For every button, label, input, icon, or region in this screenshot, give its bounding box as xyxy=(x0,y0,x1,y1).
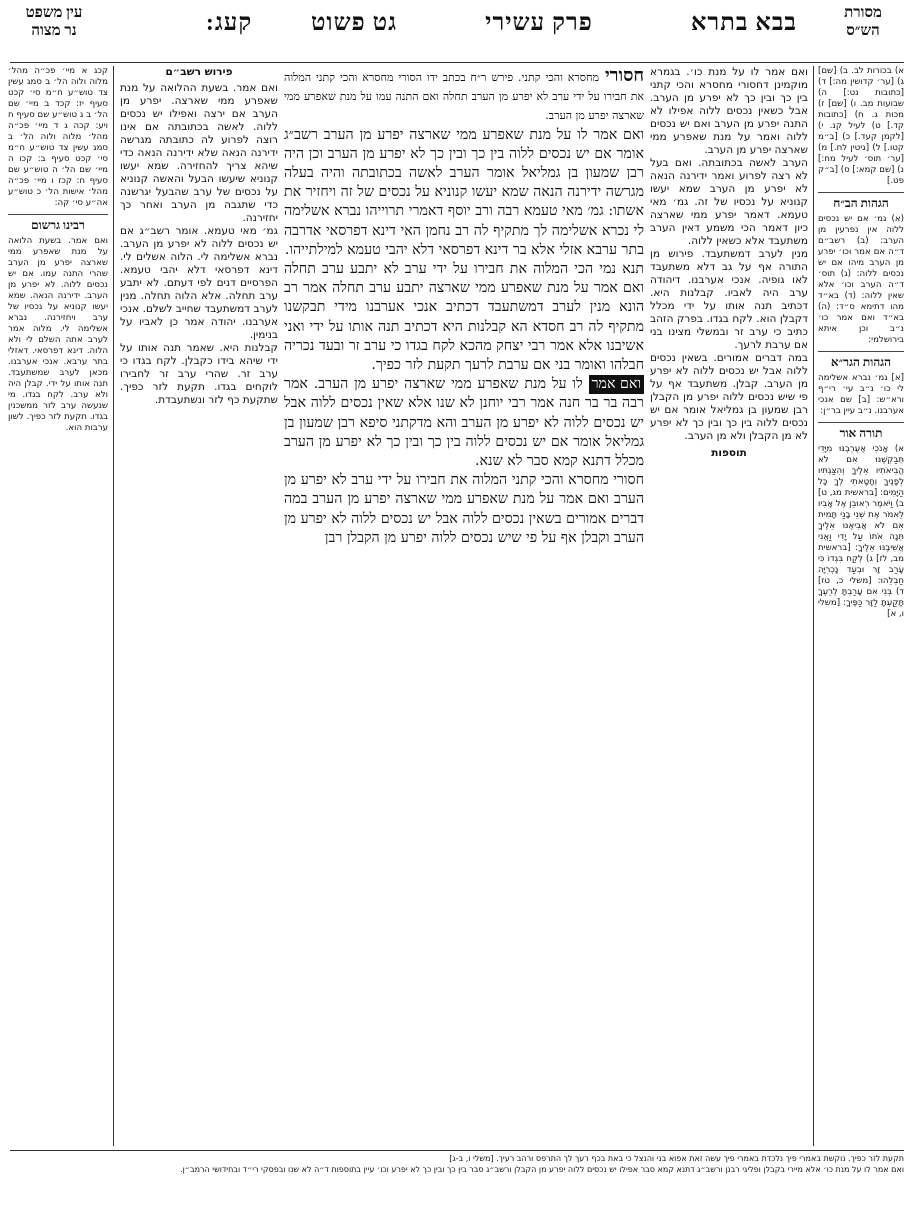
masoret-label: מסורת xyxy=(844,5,882,21)
gemara-lead-word: חסורי xyxy=(604,66,644,86)
tosafot-para: ואם אמר לו על מנת כו׳. בגמרא מוקמינן דחסורי מחסרא והכי קתני בין כך ובין כך לא יפרע מן הערב. אבל כשאין נכסים ללוה אפילו לא התנה יפרע מן הערב ואם יש נכסים ללוה ואמר על מנת שאפרע ממי שארצה יפרע מן הערב. xyxy=(650,66,808,156)
hashas-label: הש״ס xyxy=(846,23,880,39)
masoret-notes-column xyxy=(818,66,904,1146)
ein-mishpat-header xyxy=(4,4,104,60)
gemara-paragraph: חסורי מחסרא והכי קתני המלוה את חבירו על ידי ערב לא יפרע מן הערב ואם אמר על מנת שאפרע ממי שארצה יפרע מן הערב במה דברים אמורים בשאין נכסים ללוה אבל יש נכסים ללוה לא יפרע מן הערב וקבלן אף על פי שיש נכסים ללוה יפרע מן הקבלן רבן xyxy=(284,472,644,546)
ein-mishpat-column xyxy=(8,66,108,1146)
tosafot-para: מנין לערב דמשתעבד. פירוש מן התורה אף על גב דלא משתעבד לאו גופיה. אנכי אערבנו. דיהודה ערב היה לאביו. קבלנות היא. דכתיב תנה אותו על ידי מכלל דקבלן הוא. לקח בגדו. בפרק הזהב כתיב כי ערב זר ובמשלי מצינו בני אם ערבת לרעך. xyxy=(650,248,808,351)
ein-mishpat-label: עין משפט xyxy=(25,5,83,21)
masoret-references: א) בכורות לב. ב) [שם] ג) [ער׳ קדושין מה:] ד) [כתובות נט:] ה) שבועות מב. ו) [שם] ז) מכות ג. ח) [כתובות קד.] ט) לעיל קנ. י) [לקמן קעד.] כ) [ב״מ קטו.] ל) [גיטין לח.] מ) [ער׳ תוס׳ לעיל מח:] נ) [שם קמא:] ס) [ב״ק פט.] xyxy=(818,66,904,186)
tosafot-column xyxy=(650,66,808,1146)
rashi-para: ואם אמר. בשעת ההלואה על מנת שאפרע ממי שארצה. יפרע מן הערב אם ירצה ואפילו יש נכסים ללוה. לאשה בכתובתה אם אינו רוצה לפרוע לה כתובתה מגרשה ידירנה הנאה שלא ידירנה הנאה כדי שיהא צריך להחזירה. שמא יעשו קנוניא שיעשו הבעל והאשה קנוניא על נכסים של ערב שהבעל יגרשנה כדי שתגבה מן הערב ואחר כך יחזירנה. xyxy=(120,82,278,224)
footer-rule xyxy=(10,1150,904,1151)
rashi-title: פירוש רשב״ם xyxy=(165,66,233,78)
torah-or-title: תורה אור xyxy=(818,422,904,441)
divider-right xyxy=(813,66,814,1146)
boxed-heading: ואם אמר xyxy=(589,375,644,394)
hagahot-habach-text: (א) גמ׳ אם יש נכסים ללוה אין נפרעין מן הערב: (ב) רשב״ם ד״ה אם אמר וכו׳ יפרע מן הערב מיהו אם יש נכסים ללוה: (ג) תוס׳ ד״ה הערב וכו׳ אלא שאין ללוה: (ד) בא״ד מהו דתימא ס״ד: (ה) בא״ד ואם אמר כו׳ נ״ב וכן איתא בירושלמי: xyxy=(818,214,904,345)
rashi-para: גמ׳ מאי טעמא. אומר רשב״ג אם יש נכסים ללוה לא יפרע מן הערב. נברא אשלימה לי. הלוה אשלים לי. דינא דפרסאי דלא יהבי טעמא. הפרסיים דנים לפי דעתם. לא יתבע ערב תחלה. אלא הלוה תחלה. מנין לערב דמשתעבד שחייב לשלם. אנכי אערבנו. יהודה אמר כן לאביו על בנימין. xyxy=(120,225,278,341)
hagahot-hagra-title: הגהות הגר״א xyxy=(818,351,904,370)
gemara-paragraph: ואם אמר לו על מנת שאפרע ממי שארצה יפרע מן הערב רשב״ג אומר אם יש נכסים ללוה בין כך ובין כך לא יפרע מן הערב וכן היה רבן שמעון בן גמליאל אומר הערב לאשה בכתובתה והיה בעלה מגרשה ידירנה הנאה שמא יעשו קנוניא על נכסים של זה ויחזיר את אשתו: גמ׳ מאי טעמא רבה ורב יוסף דאמרי תרוייהו נברא אשלימה לי נכרא אשלימה לך מתקיף לה רב נחמן האי דינא דפרסאי אדרבה בתר ערבא אזלי אלא בר דינא דפרסאי דלא יהבי טעמא למילתייהו. xyxy=(284,126,644,258)
page-number: קעג: xyxy=(205,10,253,36)
rabbeinu-gershom-title: רבינו גרשום xyxy=(8,214,108,233)
tosafot-title: תוספות xyxy=(711,447,747,459)
rashi-para: קבלנות היא. שאמר תנה אותו על ידי שיהא בידו כקבלן. לקח בגדו כי ערב זר. שהרי ערב זר לחבירו לוקחים בגדו. תקעת לזר כפיך. שתקעת כף לזר ונשתעבדת. xyxy=(120,342,278,406)
ein-mishpat-text: קכג א מיי׳ פכ״ה מהל׳ מלוה ולוה הל׳ ב סמג עשין צד טוש״ע ח״מ סי׳ קכט סעיף יז: קכד ב מיי׳ שם הל׳ ב ג טוש״ע שם סעיף ח ויע: קכה ג ד מיי׳ פכ״ה מהל׳ מלוה ולוה הל׳ ב סמג עשין צד טוש״ע ח״מ סי׳ קכט סעיף ב: קכו ה מיי׳ שם הל׳ ה טוש״ע שם סעיף ח: קכז ו מיי׳ פכ״ה מהל׳ אישות הל׳ כ טוש״ע אה״ע סי׳ קה: xyxy=(8,66,108,208)
footer-line: ואם אמר לו על מנת כו׳ אלא מיירי בקבלן ופליגי רבנן ורשב״ג דתנא קמא סבר אפילו יש נכסים ללוה יפרע מן הקבלן ורשב״ג סבר בין כך ובין כך לא יפרע וכו׳ עיין בתוספות ד״ה לא שנו ובפסקי רי״ד ובחידושי הרמב״ן. xyxy=(180,1164,904,1174)
divider-left xyxy=(113,66,114,1146)
gemara-line: מחסרא והכי קתני. פירש ר״ח בכתב ידו הסורי מחסרא והכי קתני המלוה את חבירו על ידי ערב לא יפרע מן הערב תחלה ואם התנה עמו על מנת שאפרע ממי שארצה יפרע מן הערב. xyxy=(284,71,644,123)
ner-mitzvah-label: נר מצוה xyxy=(31,23,77,39)
gemara-paragraph-boxed xyxy=(284,375,644,471)
gemara-paragraph: תנא נמי הכי המלוה את חבירו על ידי ערב לא יתבע ערב תחלה ואם אמר על מנת שאפרע ממי שארצה יתבע ערב תחלה אמר רב הונא מנין לערב דמשתעבד דכתיב אנכי אערבנו מידי תבקשנו מתקיף לה רב חסדא הא קבלנות היא דכתיב תנה אותו על ידי ואני אשיבנו אלא אמר רבי יצחק מהכא לקח בגדו כי ערב זר ובעד נכריה חבלהו ואומר בני אם ערבת לרעך תקעת לזר כפיך. xyxy=(284,261,644,374)
torah-or-text: א) אָנֹכִי אֶעֶרְבֶנּוּ מִיָּדִי תְּבַקְשֶׁנּוּ אִם לֹא הֲבִיאֹתִיו אֵלֶיךָ וְהִצַּגְתִּיו לְפָנֶיךָ וְחָטָאתִי לְךָ כָּל הַיָּמִים: [בראשית מג, ט] ב) וַיֹּאמֶר רְאוּבֵן אֶל אָבִיו לֵאמֹר אֶת שְׁנֵי בָנַי תָּמִית אִם לֹא אֲבִיאֶנּוּ אֵלֶיךָ תְּנָה אֹתוֹ עַל יָדִי וַאֲנִי אֲשִׁיבֶנּוּ אֵלֶיךָ: [בראשית מב, לז] ג) לְקַח בִּגְדוֹ כִּי עָרַב זָר וּבְעַד נָכְרִיָּה חַבְלֵהוּ: [משלי כ, טז] ד) בְּנִי אִם עָרַבְתָּ לְרֵעֶךָ תָּקַעְתָּ לַזָּר כַּפֶּיךָ: [משלי ו, א] xyxy=(818,444,904,619)
masoret-header xyxy=(820,4,906,60)
gemara-main-column xyxy=(284,66,644,1146)
tosafot-para: במה דברים אמורים. בשאין נכסים ללוה אבל יש נכסים ללוה לא יפרע מן הערב. קבלן. משתעבד אף על פי שיש נכסים ללוה יפרע מן הקבלן רבן שמעון בן גמליאל אומר אם יש נכסים ללוה בין כך ובין כך לא יפרע לא מן הקבלן ולא מן הערב. xyxy=(650,352,808,442)
chapter-title: פרק עשירי xyxy=(485,10,593,36)
gemara-line: לו על מנת שאפרע ממי שארצה יפרע מן הערב. אמר רבה בר בר חנה אמר רבי יוחנן לא שנו אלא שאין נכסים ללוה אבל יש נכסים ללוה לא יפרע מן הערב והא מדקתני סיפא רבן שמעון בן גמליאל אומר אם יש נכסים ללוה בין כך ובין כך לא יפרע מן הערב מכלל דתנא קמא סבר לא שנא. xyxy=(284,376,644,470)
header-rule xyxy=(10,62,904,63)
hagahot-habach-title: הגהות הב״ח xyxy=(818,192,904,211)
page-title-gat-pashut: גט פשוט xyxy=(310,10,398,36)
hagahot-hagra-text: [א] גמ׳ נברא אשלימה לי כו׳ נ״ב עי׳ רי״ף ורא״ש: [ב] שם אנכי אערבנו. נ״ב עיין בר״ן: xyxy=(818,373,904,416)
tosafot-para: הערב לאשה בכתובתה. ואם בעל לא רצה לפרוע ואמר ידירנה הנאה לא יפרע מן הערב שמא יעשו קנוניא על נכסיו של זה. גמ׳ מאי טעמא. דאמר יפרע ממי שארצה כיון דאמר הכי משמע דאין הערב משתעבד אלא כשאין ללוה. xyxy=(650,157,808,247)
gemara-intro xyxy=(284,66,644,126)
footer-line: תקעת לזר כפיך. נוקשת באמרי פיך נלכדת באמרי פיך עשה זאת אפוא בני והנצל כי באת בכף רעך לך התרפס ורהב רעיך. [משלי ו, ב-ג] xyxy=(449,1154,904,1163)
rashi-column xyxy=(120,66,278,1146)
footer-notes xyxy=(10,1154,904,1206)
tractate-title: בבא בתרא xyxy=(691,10,797,36)
rabbeinu-gershom-text: ואם אמר. בשעת הלואה על מנת שאפרע ממי שארצה יפרע מן הערב שהרי התנה עמו. אם יש נכסים ללוה. לא יפרע מן הערב. ידירנה הנאה. שמא יעשו קנוניא על נכסיו של ערב ויחזירנה. נברא אשלימה לי. מלוה אמר לערב אתה השלם לי ולא הלוה. דינא דפרסאי. דאזלי בתר ערבא. אנכי אערבנו. מכאן לערב שמשתעבד. תנה אותו על ידי. קבלן היה ולא ערב. לקח בגדו. מי שנעשה ערב לזר ממשכנין בגדו. תקעת לזר כפיך. לשון ערבות הוא. xyxy=(8,236,108,433)
